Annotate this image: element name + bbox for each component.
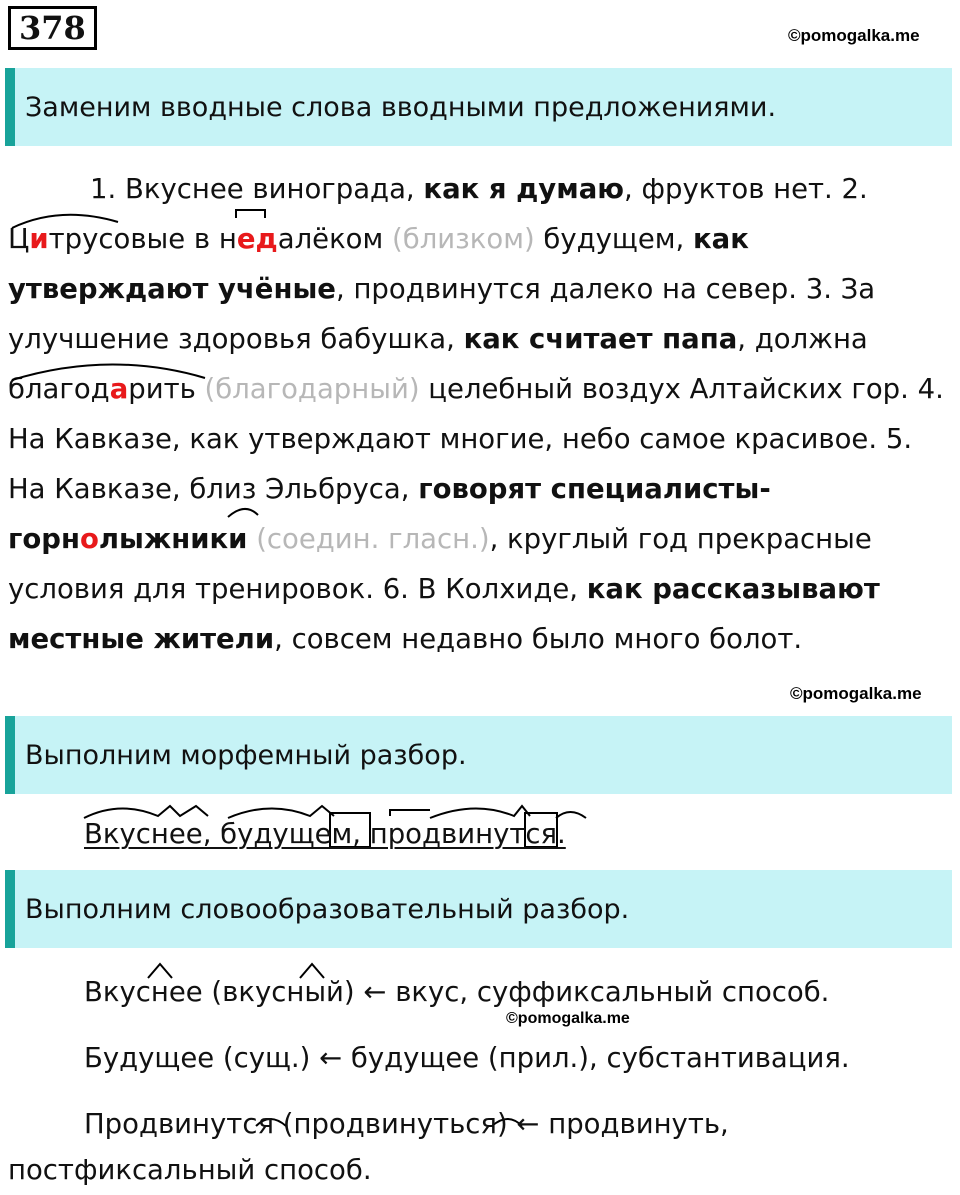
intro-clause: как рассказывают местные жители	[8, 573, 880, 655]
task-heading-2	[5, 716, 952, 794]
text-fragment: , должна	[737, 323, 868, 355]
hint: (благодарный)	[204, 373, 420, 405]
morph-line	[84, 814, 566, 854]
text-fragment: 1. Вкуснее винограда,	[90, 173, 424, 205]
text-fragment: благод	[8, 373, 110, 405]
hint: (близком)	[392, 223, 535, 255]
word-formation-1	[84, 972, 829, 1012]
root-arc	[12, 364, 205, 380]
highlight-letter: а	[109, 373, 129, 405]
word-formation-2	[84, 1038, 850, 1078]
letter: Ц	[8, 223, 30, 255]
text-fragment: рить	[128, 373, 205, 405]
hint: (соедин. гласн.)	[256, 523, 490, 555]
text-fragment: алёком	[277, 223, 392, 255]
highlight-letters: ед	[236, 223, 278, 255]
connector-arc	[228, 509, 258, 517]
wf-text-1: Вкуснее (вкусный) ← вкус, суффиксальный способ.	[84, 976, 830, 1008]
task-heading-2-text: Выполним морфемный разбор.	[25, 739, 467, 771]
watermark-middle: ©pomogalka.me	[790, 684, 922, 703]
exercise-number: 378	[8, 6, 97, 50]
intro-clause: как утверждают учёные	[8, 223, 749, 305]
watermark-bottom: ©pomogalka.me	[506, 1010, 630, 1027]
word-formation-3-cont	[8, 1150, 372, 1190]
task-heading-1-text: Заменим вводные слова вводными предложениями.	[25, 91, 777, 123]
text-fragment: целебный воздух Алтайских гор. 4. На Кавказе, как утверждают многие, небо самое красивое. 5. На Кавказе, близ Эльбруса,	[8, 373, 944, 505]
highlight-letter: о	[79, 523, 99, 555]
text-fragment: будущем,	[534, 223, 693, 255]
text-fragment: , фруктов нет. 2.	[624, 173, 868, 205]
task-heading-3-text: Выполним словообразовательный разбор.	[25, 893, 630, 925]
text-fragment: трусовые в н	[48, 223, 237, 255]
task-heading-3	[5, 870, 952, 948]
intro-clause: как я думаю	[423, 173, 625, 205]
watermark-top: ©pomogalka.me	[788, 26, 920, 45]
intro-clause: говорят специалисты-горн	[8, 473, 771, 555]
root-arc	[12, 215, 118, 228]
wf-text-3-cont: постфиксальный способ.	[8, 1154, 372, 1186]
wf-text-3: Продвинутся (продвинуться) ← продвинуть,	[84, 1108, 729, 1140]
highlight-letter: и	[29, 223, 49, 255]
wf-text-2: Будущее (сущ.) ← будущее (прил.), субстантивация.	[84, 1042, 850, 1074]
text-fragment: , круглый год прекрасные условия для тренировок. 6. В Колхиде,	[8, 523, 872, 605]
prefix-mark	[236, 210, 265, 218]
intro-clause: лыжники	[98, 523, 248, 555]
word-formation-3	[84, 1104, 729, 1144]
intro-clause: как считает папа	[463, 323, 738, 355]
text-fragment: , совсем недавно было много болот.	[274, 623, 803, 655]
morph-words: Вкуснее, будущем, продвинутся.	[84, 818, 566, 850]
text-fragment: , продвинутся далеко на север. 3. За улучшение здоровья бабушка,	[8, 273, 876, 355]
